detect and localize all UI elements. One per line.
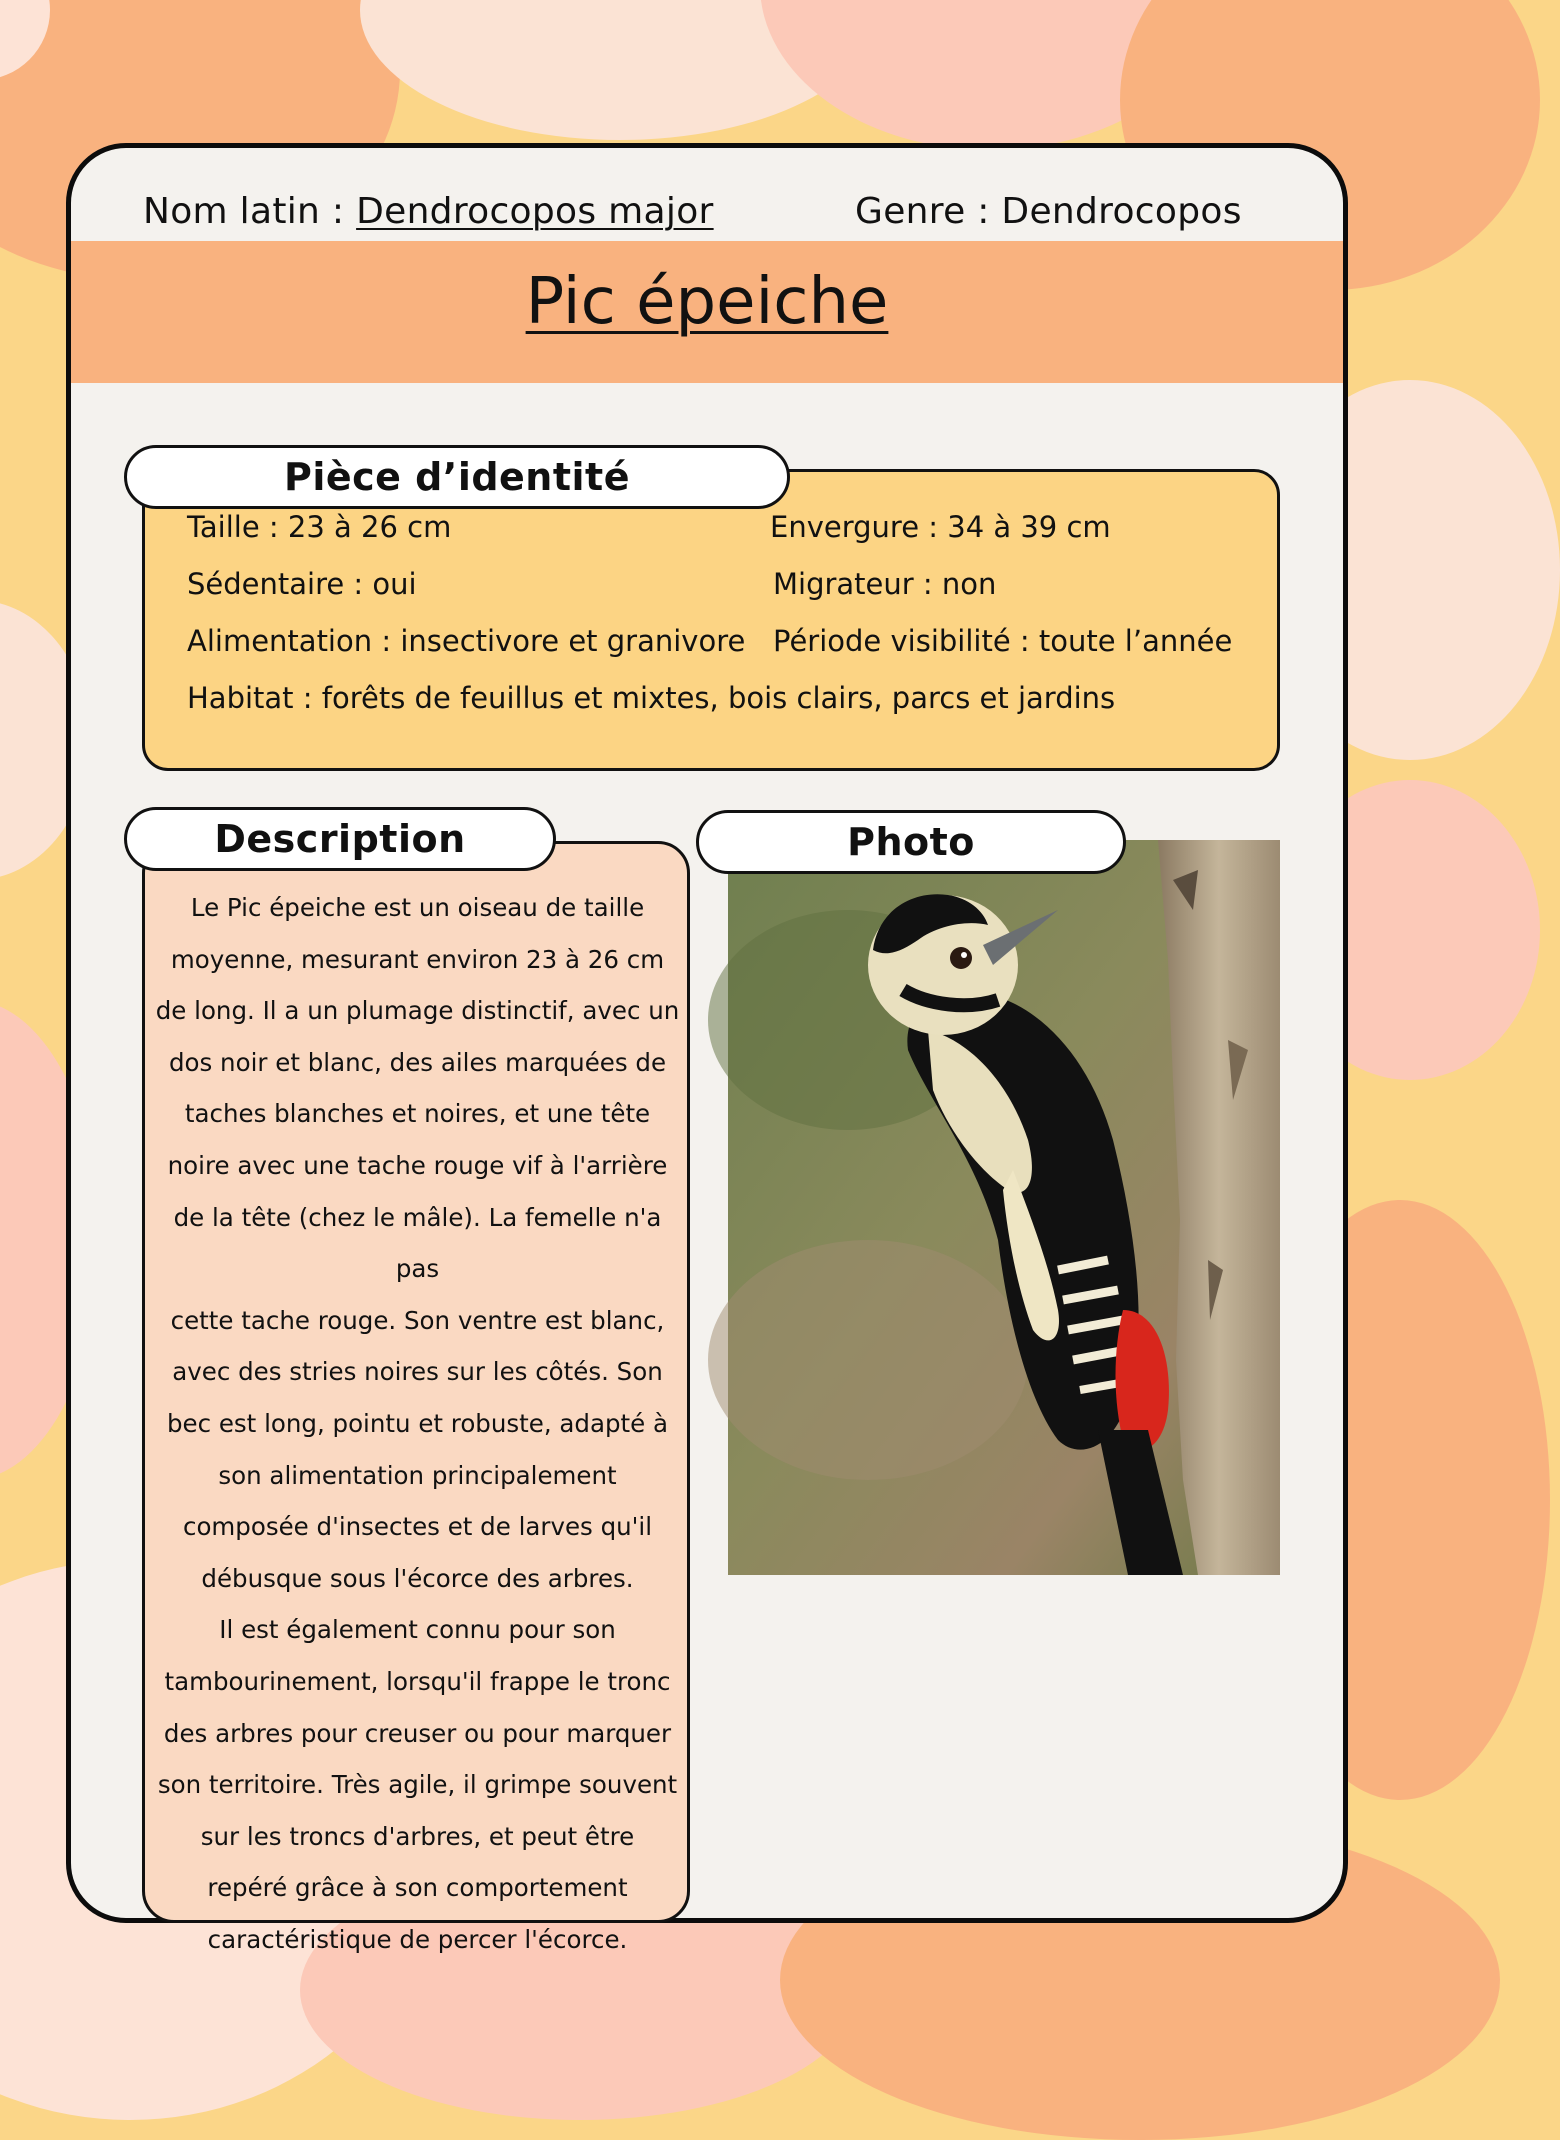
- description-line: moyenne, mesurant environ 23 à 26 cm: [170, 944, 665, 974]
- description-line: composée d'insectes et de larves qu'il: [182, 1512, 653, 1542]
- genre: Genre : Dendrocopos: [855, 191, 1242, 232]
- latin-name: [143, 191, 714, 232]
- description-line: repéré grâce à son comportement: [207, 1873, 628, 1903]
- page-title: Pic épeiche: [525, 265, 889, 339]
- field-taille: Taille : 23 à 26 cm: [187, 510, 452, 544]
- description-line: Il est également connu pour son: [219, 1615, 616, 1645]
- field-envergure: Envergure : 34 à 39 cm: [770, 510, 1111, 544]
- description-line: son alimentation principalement: [218, 1460, 617, 1490]
- description-line: dos noir et blanc, des ailes marquées de: [168, 1047, 667, 1077]
- field-sedentaire: Sédentaire : oui: [187, 567, 417, 601]
- description-box: [142, 841, 690, 1954]
- description-line: bec est long, pointu et robuste, adapté à: [166, 1408, 669, 1438]
- title-band: [71, 241, 1343, 383]
- description-line: noire avec une tache rouge vif à l'arrière: [167, 1150, 668, 1180]
- description-line: sur les troncs d'arbres, et peut être: [200, 1821, 635, 1851]
- description-line: caractéristique de percer l'écorce.: [207, 1924, 628, 1954]
- header-line: [71, 173, 1343, 233]
- identity-box: [142, 469, 1280, 771]
- description-line: débusque sous l'écorce des arbres.: [201, 1563, 634, 1593]
- field-habitat: Habitat : forêts de feuillus et mixtes, bois clairs, parcs et jardins: [187, 681, 1116, 715]
- description-line: des arbres pour creuser ou pour marquer: [163, 1718, 672, 1748]
- description-line: tambourinement, lorsqu'il frappe le tronc: [164, 1666, 671, 1696]
- species-card: [66, 143, 1348, 1954]
- description-line: taches blanches et noires, et une tête: [184, 1099, 651, 1129]
- description-line: de la tête (chez le mâle). La femelle n'a pas: [173, 1202, 662, 1284]
- latin-value: Dendrocopos major: [356, 191, 714, 232]
- photo-tab: Photo: [696, 810, 1126, 874]
- field-periode: Période visibilité : toute l’année: [773, 624, 1233, 658]
- latin-label: Nom latin :: [143, 191, 357, 232]
- description-line: son territoire. Très agile, il grimpe souvent: [157, 1770, 678, 1800]
- identity-tab: Pièce d’identité: [124, 445, 790, 509]
- description-line: avec des stries noires sur les côtés. Son: [172, 1357, 663, 1387]
- description-text: [155, 882, 680, 1965]
- field-alimentation: Alimentation : insectivore et granivore: [187, 624, 746, 658]
- description-line: Le Pic épeiche est un oiseau de taille: [190, 893, 645, 922]
- description-line: cette tache rouge. Son ventre est blanc,: [170, 1305, 665, 1335]
- description-line: de long. Il a un plumage distinctif, avec un: [155, 996, 680, 1026]
- description-tab: Description: [124, 807, 556, 871]
- field-migrateur: Migrateur : non: [773, 567, 997, 601]
- woodpecker-photo: [728, 840, 1280, 1575]
